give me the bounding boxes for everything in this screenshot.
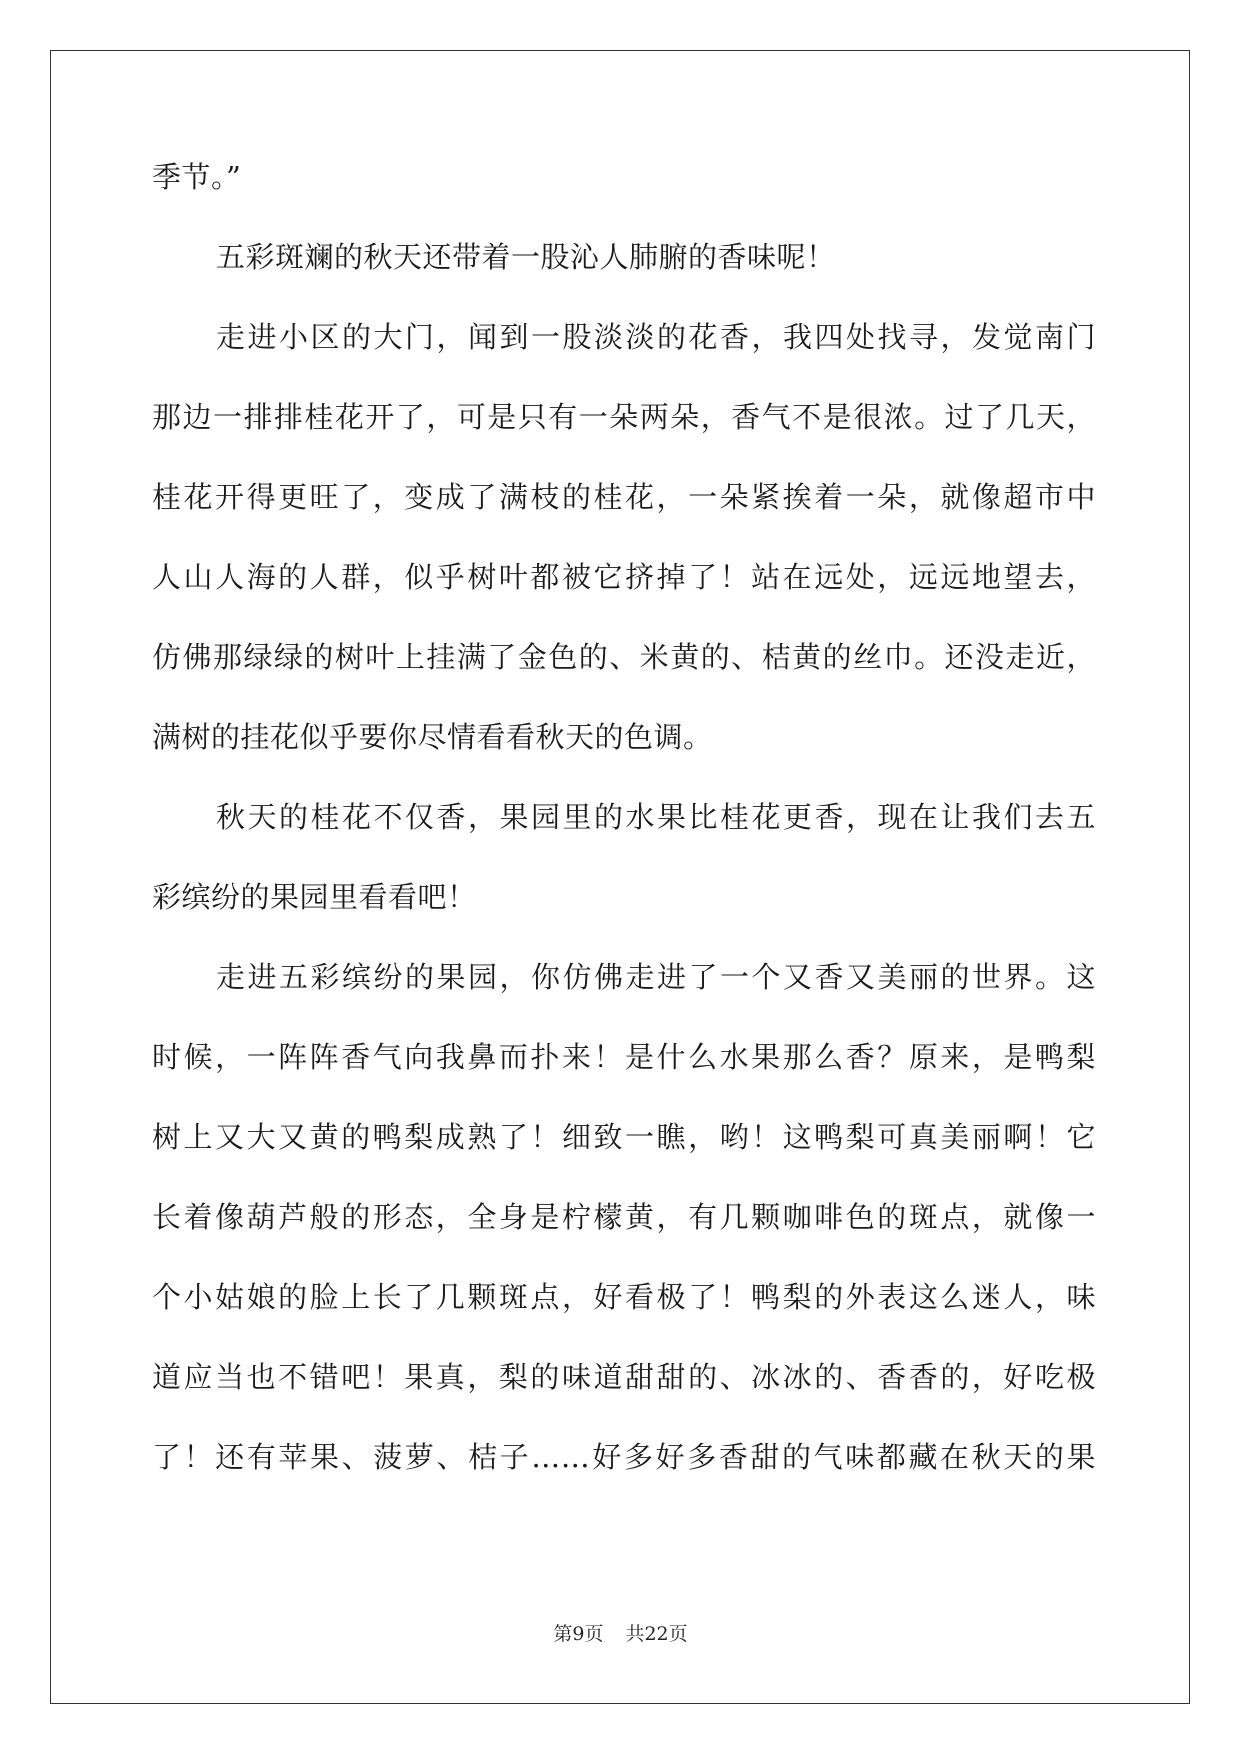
text-line: 桂花开得更旺了，变成了满枝的桂花，一朵紧挨着一朵，就像超市中 — [152, 480, 1096, 514]
text-line: 走进小区的大门，闻到一股淡淡的花香，我四处找寻，发觉南门 — [216, 320, 1096, 354]
text-line: 满树的挂花似乎要你尽情看看秋天的色调。 — [152, 720, 713, 754]
text-line: 时候，一阵阵香气向我鼻而扑来！是什么水果那么香？原来，是鸭梨 — [152, 1040, 1096, 1074]
page-footer — [0, 1622, 1241, 1646]
text-line: 树上又大又黄的鸭梨成熟了！细致一瞧，哟！这鸭梨可真美丽啊！它 — [152, 1120, 1096, 1154]
text-line: 彩缤纷的果园里看看吧！ — [152, 880, 477, 914]
text-line: 走进五彩缤纷的果园，你仿佛走进了一个又香又美丽的世界。这 — [216, 960, 1096, 994]
page-total: 共22页 — [625, 1623, 688, 1645]
text-line: 那边一排排桂花开了，可是只有一朵两朵，香气不是很浓。过了几天， — [152, 400, 1096, 434]
text-line: 仿佛那绿绿的树叶上挂满了金色的、米黄的、桔黄的丝巾。还没走近， — [152, 640, 1096, 674]
text-line: 个小姑娘的脸上长了几颗斑点，好看极了！鸭梨的外表这么迷人，味 — [152, 1280, 1096, 1314]
text-line: 了！还有苹果、菠萝、桔子……好多好多香甜的气味都藏在秋天的果 — [152, 1440, 1096, 1474]
text-line: 季节。” — [152, 160, 242, 194]
text-line: 人山人海的人群，似乎树叶都被它挤掉了！站在远处，远远地望去， — [152, 560, 1096, 594]
text-line: 道应当也不错吧！果真，梨的味道甜甜的、冰冰的、香香的，好吃极 — [152, 1360, 1096, 1394]
text-line: 秋天的桂花不仅香，果园里的水果比桂花更香，现在让我们去五 — [216, 800, 1096, 834]
page-number: 第9页 — [553, 1623, 604, 1645]
text-line: 长着像葫芦般的形态，全身是柠檬黄，有几颗咖啡色的斑点，就像一 — [152, 1200, 1096, 1234]
document-body — [152, 158, 1096, 1518]
text-line: 五彩斑斓的秋天还带着一股沁人肺腑的香味呢！ — [216, 240, 836, 274]
